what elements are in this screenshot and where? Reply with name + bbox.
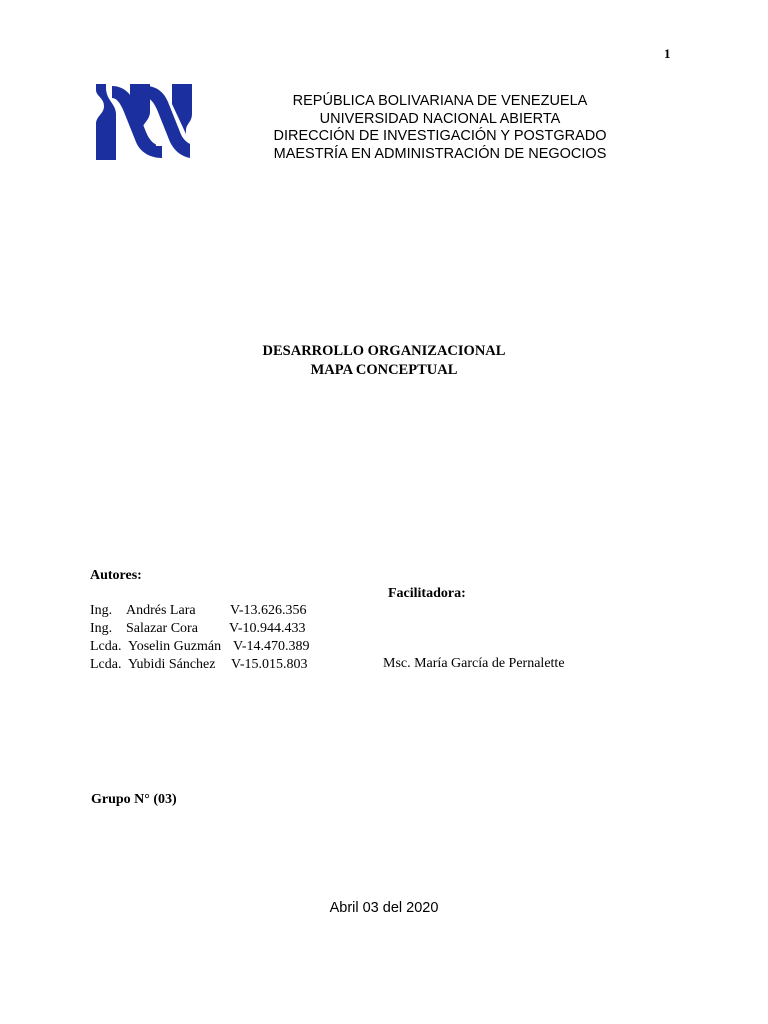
header-line-program: MAESTRÍA EN ADMINISTRACIÓN DE NEGOCIOS xyxy=(273,145,607,162)
header-line-country: REPÚBLICA BOLIVARIANA DE VENEZUELA xyxy=(292,93,588,109)
author-title: Ing. xyxy=(90,621,113,636)
author-id: V-10.944.433 xyxy=(229,621,306,636)
author-id: V-13.626.356 xyxy=(230,603,307,618)
author-id: V-14.470.389 xyxy=(233,639,310,654)
group-number: Grupo N° (03) xyxy=(91,792,177,807)
facilitator-name: Msc. María García de Pernalette xyxy=(383,656,565,671)
author-title: Ing. xyxy=(90,603,113,618)
title-line-subject: DESARROLLO ORGANIZACIONAL xyxy=(262,343,506,359)
author-name: Andrés Lara xyxy=(126,603,196,618)
document-title xyxy=(200,342,568,380)
page-number: 1 xyxy=(664,46,671,61)
author-title: Lcda. xyxy=(90,639,122,654)
author-id: V-15.015.803 xyxy=(231,657,308,672)
author-name: Yubidi Sánchez xyxy=(128,657,216,672)
author-title: Lcda. xyxy=(90,657,122,672)
una-university-logo-icon xyxy=(94,84,194,160)
author-name: Yoselin Guzmán xyxy=(128,639,222,654)
header-line-direction: DIRECCIÓN DE INVESTIGACIÓN Y POSTGRADO xyxy=(273,128,607,144)
document-date: Abril 03 del 2020 xyxy=(329,900,439,916)
header-line-university: UNIVERSIDAD NACIONAL ABIERTA xyxy=(319,110,561,127)
title-line-type: MAPA CONCEPTUAL xyxy=(310,362,458,378)
authors-label: Autores: xyxy=(90,568,142,583)
facilitator-label: Facilitadora: xyxy=(388,586,466,601)
institution-header xyxy=(240,93,640,163)
author-name: Salazar Cora xyxy=(126,621,198,636)
